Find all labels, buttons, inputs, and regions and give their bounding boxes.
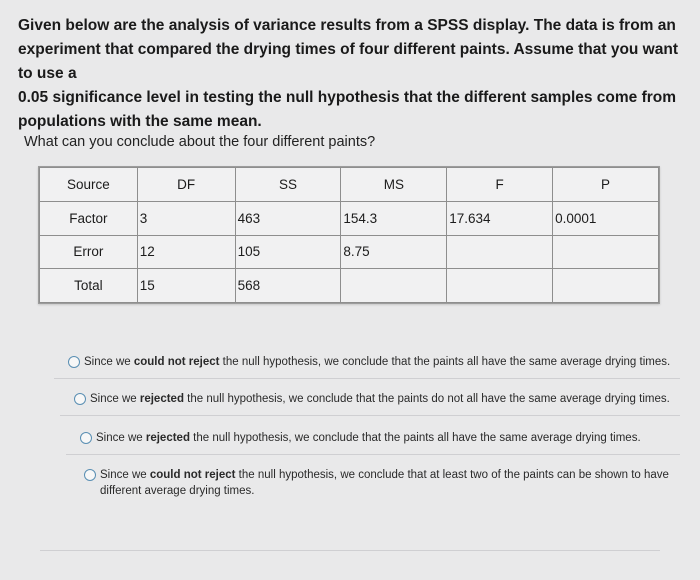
cell-p [553,235,659,269]
question-line-1: Given below are the analysis of variance results from a SPSS display. The data is from an [18,17,676,34]
cell-ms [341,269,447,303]
cell-df: 12 [137,235,235,269]
header-df: DF [137,168,235,202]
cell-f: 17.634 [447,201,553,235]
cell-source: Total [40,269,138,303]
table-row [40,235,659,269]
radio-button[interactable] [84,469,96,481]
cell-ms: 154.3 [341,201,447,235]
radio-button[interactable] [68,356,80,368]
cell-source: Factor [40,201,138,235]
cell-ss: 568 [235,269,341,303]
answer-option[interactable] [54,352,680,379]
option-text-emphasis: could not reject [133,356,220,368]
option-text-pre: Since we [84,356,134,368]
header-ms: MS [341,168,447,202]
option-text-pre: Since we [100,469,150,481]
option-text-post: the null hypothesis, we conclude that the paints all have the same average drying times. [189,432,641,444]
answer-option[interactable] [60,389,680,416]
cell-df: 3 [137,201,235,235]
answer-option[interactable] [70,465,680,507]
option-text-post: the null hypothesis, we conclude that the paints all have the same average drying times. [219,356,671,368]
table-header-row [40,168,659,202]
option-text-emphasis: rejected [145,432,190,444]
question-line-2: experiment that compared the drying times of four different paints. Assume that you want to use a [18,41,678,82]
divider [40,550,660,551]
header-p: P [553,168,659,202]
question-line-3: 0.05 significance level in testing the null hypothesis that the different samples come from [18,89,677,106]
table-row [40,201,659,235]
radio-button[interactable] [80,432,92,444]
cell-source: Error [40,235,138,269]
anova-table [38,166,660,304]
cell-ss: 463 [235,201,341,235]
cell-ss: 105 [235,235,341,269]
cell-p [553,269,659,303]
option-text-post: the null hypothesis, we conclude that the paints do not all have the same average drying times. [183,393,670,405]
question-prompt: What can you conclude about the four different paints? [24,134,376,150]
cell-ms: 8.75 [341,235,447,269]
table-row [40,269,659,303]
option-text-pre: Since we [90,393,140,405]
header-ss: SS [235,168,341,202]
option-text-emphasis: rejected [139,393,184,405]
option-text-post: the null hypothesis, we conclude that at least two of the paints can be shown to have different average drying times. [100,469,669,497]
option-text-pre: Since we [96,432,146,444]
header-source: Source [40,168,138,202]
cell-f [447,269,553,303]
question-text [18,14,686,134]
option-text-emphasis: could not reject [149,469,236,481]
radio-button[interactable] [74,393,86,405]
cell-df: 15 [137,269,235,303]
question-line-4: populations with the same mean. [18,113,262,130]
cell-f [447,235,553,269]
answer-options [40,352,680,507]
header-f: F [447,168,553,202]
cell-p: 0.0001 [553,201,659,235]
answer-option[interactable] [66,428,680,455]
